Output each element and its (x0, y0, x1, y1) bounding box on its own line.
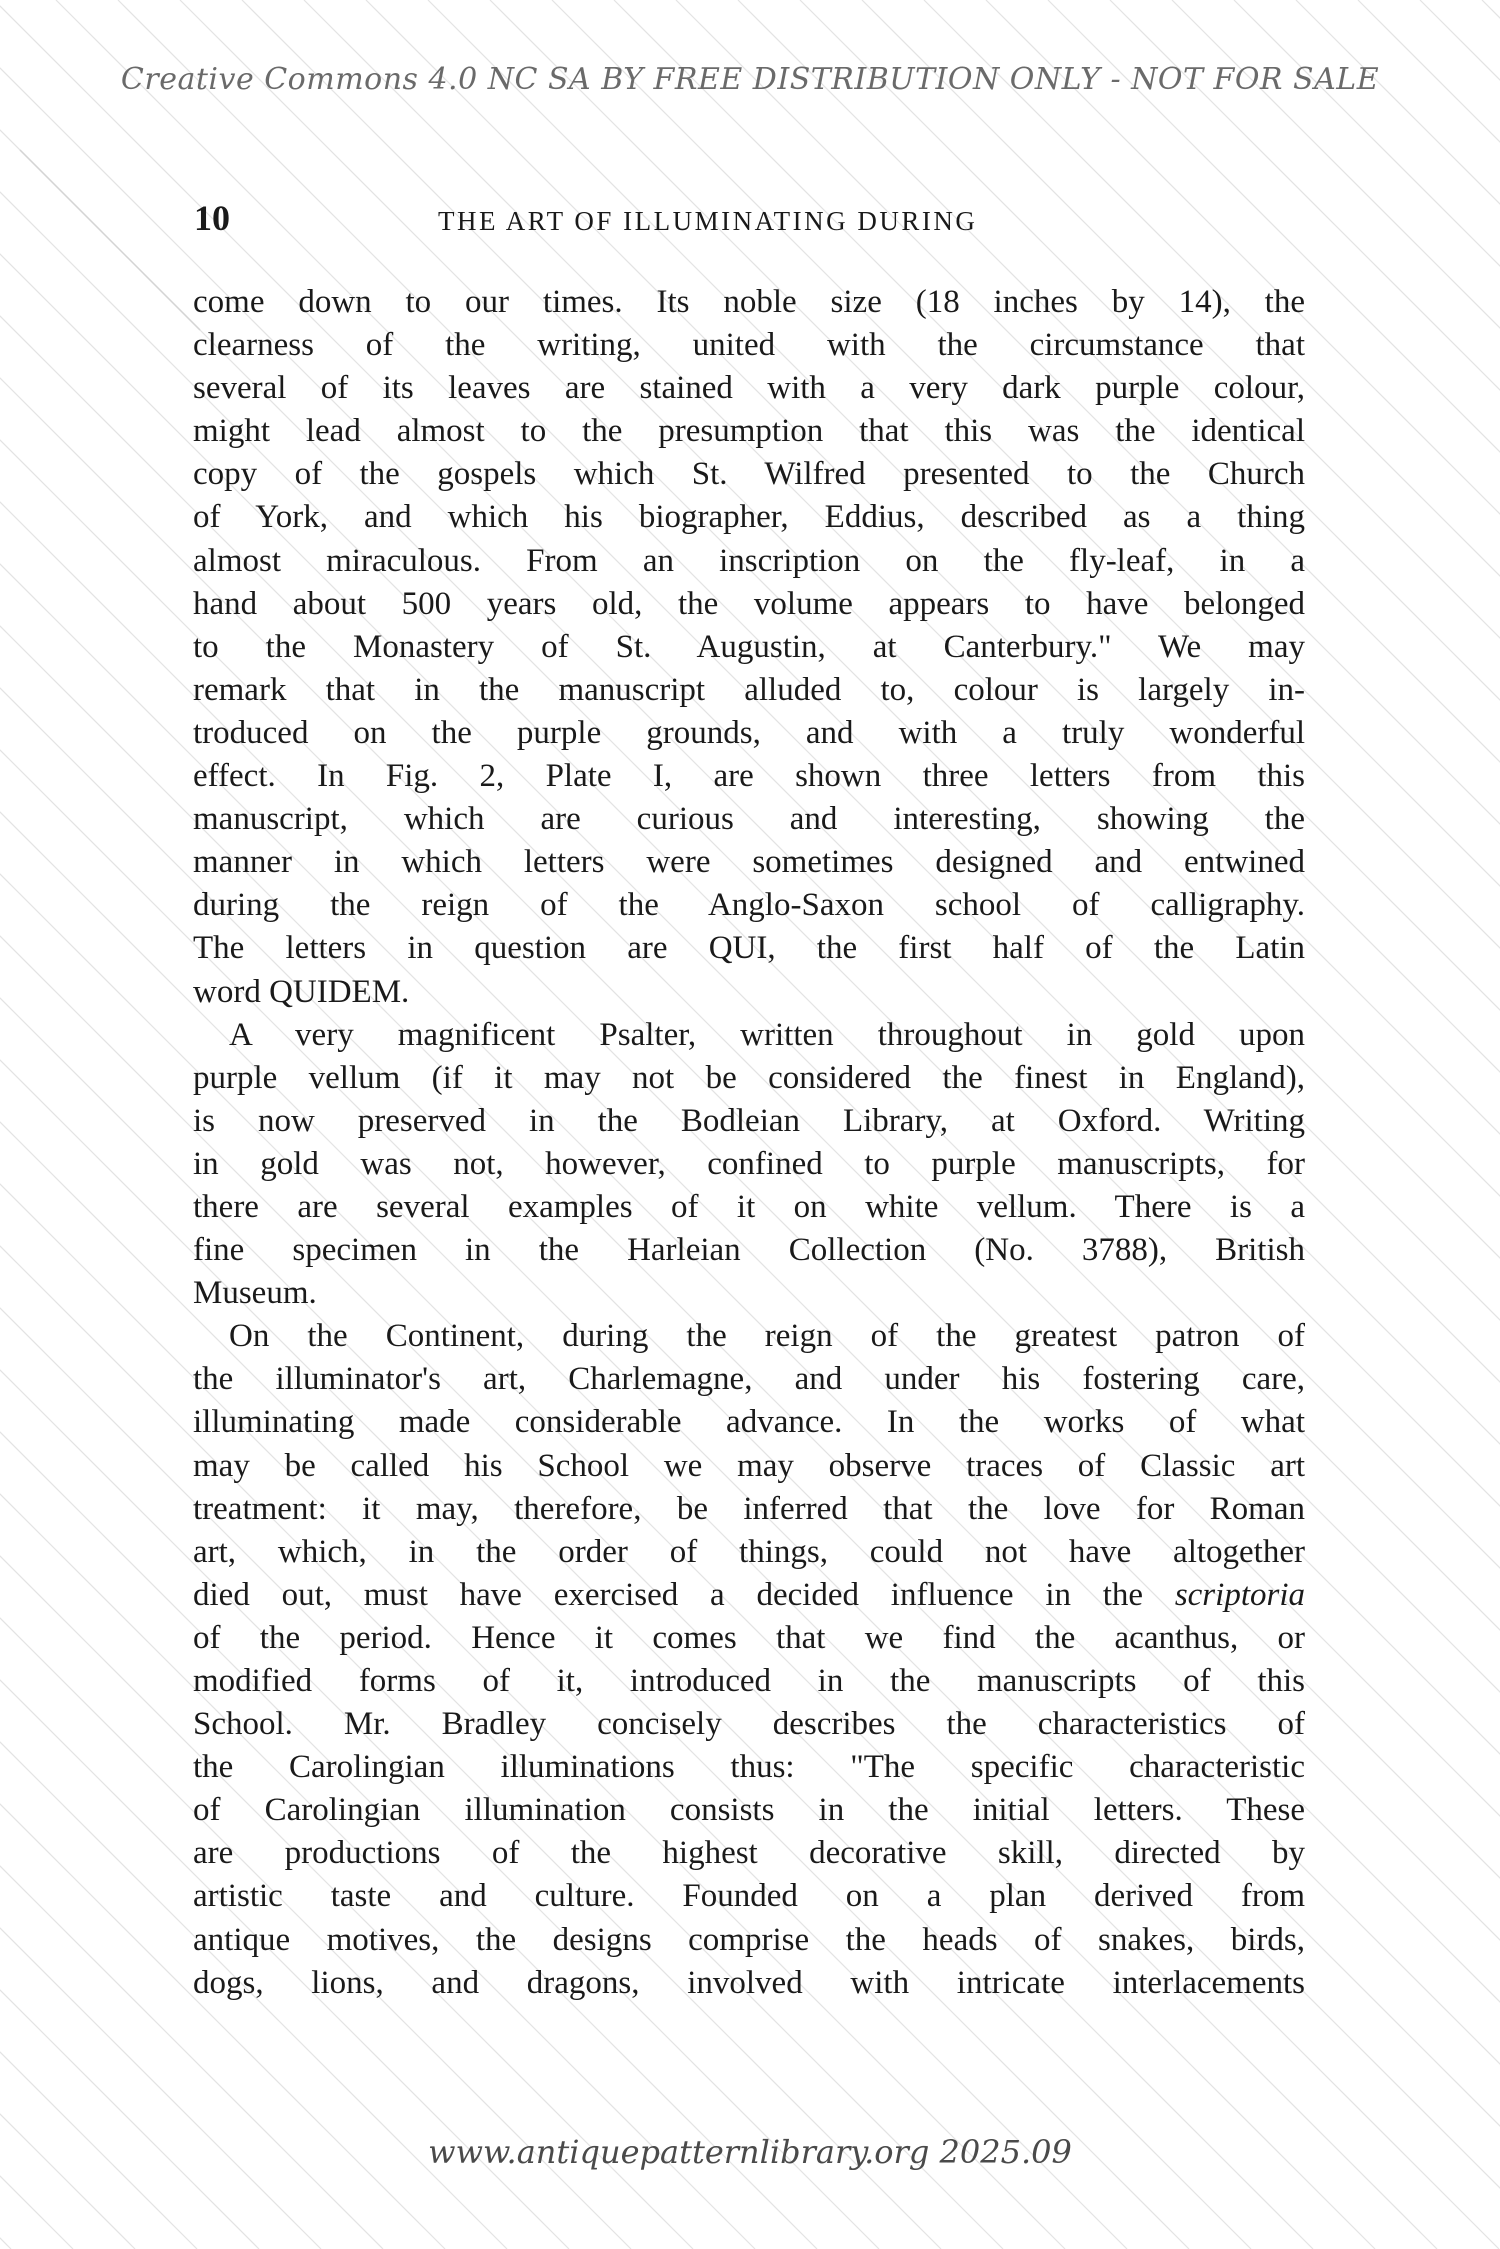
text-line: On the Continent, during the reign of the greatest patron of (229, 1318, 1305, 1355)
text-line: The letters in question are QUI, the first half of the Latin (193, 930, 1305, 967)
text-line: effect. In Fig. 2, Plate I, are shown three letters from this (193, 758, 1305, 795)
text-line: artistic taste and culture. Founded on a plan derived from (193, 1878, 1305, 1915)
text-line: may be called his School we may observe traces of Classic art (193, 1447, 1305, 1484)
watermark-line (1482, 0, 1500, 2249)
text-line: are productions of the highest decorative skill, directed by (193, 1835, 1305, 1872)
text-line: antique motives, the designs comprise the heads of snakes, birds, (193, 1921, 1305, 1958)
license-banner: Creative Commons 4.0 NC SA BY FREE DISTRIBUTION ONLY - NOT FOR SALE (120, 62, 1380, 97)
text-line: the Carolingian illuminations thus: "The specific characteristic (193, 1749, 1305, 1786)
text-line: several of its leaves are stained with a very dark purple colour, (193, 370, 1305, 407)
text-line: manner in which letters were sometimes designed and entwined (193, 844, 1305, 881)
text-line: to the Monastery of St. Augustin, at Canterbury." We may (193, 628, 1305, 665)
text-line: almost miraculous. From an inscription on the fly-leaf, in a (193, 542, 1305, 579)
text-line: manuscript, which are curious and interesting, showing the (193, 801, 1305, 838)
text-line: dogs, lions, and dragons, involved with intricate interlacements (193, 1964, 1305, 2001)
text-line: fine specimen in the Harleian Collection (No. 3788), British (193, 1232, 1305, 1269)
watermark-line (1296, 0, 1500, 2249)
text-line: remark that in the manuscript alluded to, colour is largely in- (193, 671, 1305, 708)
text-line: modified forms of it, introduced in the manuscripts of this (193, 1663, 1305, 1699)
watermark-line (0, 0, 73, 2249)
text-line: during the reign of the Anglo-Saxon school of calligraphy. (193, 887, 1305, 924)
text-line: art, which, in the order of things, could not have altogether (193, 1533, 1305, 1570)
watermark-line (0, 0, 135, 2249)
watermark-line (0, 0, 197, 2249)
watermark-line (1420, 0, 1500, 2249)
text-line: there are several examples of it on white vellum. There is a (193, 1188, 1305, 1225)
text-line-with-italic (193, 1574, 1305, 1617)
watermark-line (1358, 0, 1500, 2249)
text-line: in gold was not, however, confined to purple manuscripts, for (193, 1145, 1305, 1182)
page-number: 10 (194, 198, 230, 238)
text-line: the illuminator's art, Charlemagne, and under his fostering care, (193, 1361, 1305, 1398)
text-line: purple vellum (if it may not be considered the finest in England), (193, 1059, 1305, 1096)
text-line: hand about 500 years old, the volume appears to have belonged (193, 585, 1305, 622)
text-line: troduced on the purple grounds, and with a truly wonderful (193, 714, 1305, 751)
footer-url: www.antiquepatternlibrary.org 2025.09 (428, 2133, 1072, 2171)
text-line: treatment: it may, therefore, be inferred that the love for Roman (193, 1490, 1305, 1527)
text-line: School. Mr. Bradley concisely describes the characteristics of (193, 1706, 1305, 1743)
text-line: is now preserved in the Bodleian Library, at Oxford. Writing (193, 1102, 1305, 1139)
body-text (193, 281, 1305, 2005)
text-line: illuminating made considerable advance. In the works of what (193, 1404, 1305, 1441)
text-line: of Carolingian illumination consists in the initial letters. These (193, 1792, 1305, 1829)
text-line: of York, and which his biographer, Eddius, described as a thing (193, 499, 1305, 536)
text-line: word QUIDEM. (193, 973, 410, 1010)
text-line: might lead almost to the presumption that this was the identical (193, 413, 1305, 450)
watermark-line (0, 0, 11, 2249)
text-segment: died out, must have exercised a decided influence in the (193, 1576, 1144, 1613)
text-line: Museum. (193, 1275, 317, 1312)
running-head: THE ART OF ILLUMINATING DURING (438, 206, 978, 236)
italic-word: scriptoria (1174, 1576, 1305, 1613)
text-line: A very magnificent Psalter, written throughout in gold upon (229, 1016, 1305, 1053)
text-line: come down to our times. Its noble size (18 inches by 14), the (193, 284, 1305, 320)
text-line: copy of the gospels which St. Wilfred presented to the Church (193, 456, 1305, 493)
text-line: clearness of the writing, united with the circumstance that (193, 327, 1305, 364)
text-line: of the period. Hence it comes that we find the acanthus, or (193, 1619, 1305, 1656)
